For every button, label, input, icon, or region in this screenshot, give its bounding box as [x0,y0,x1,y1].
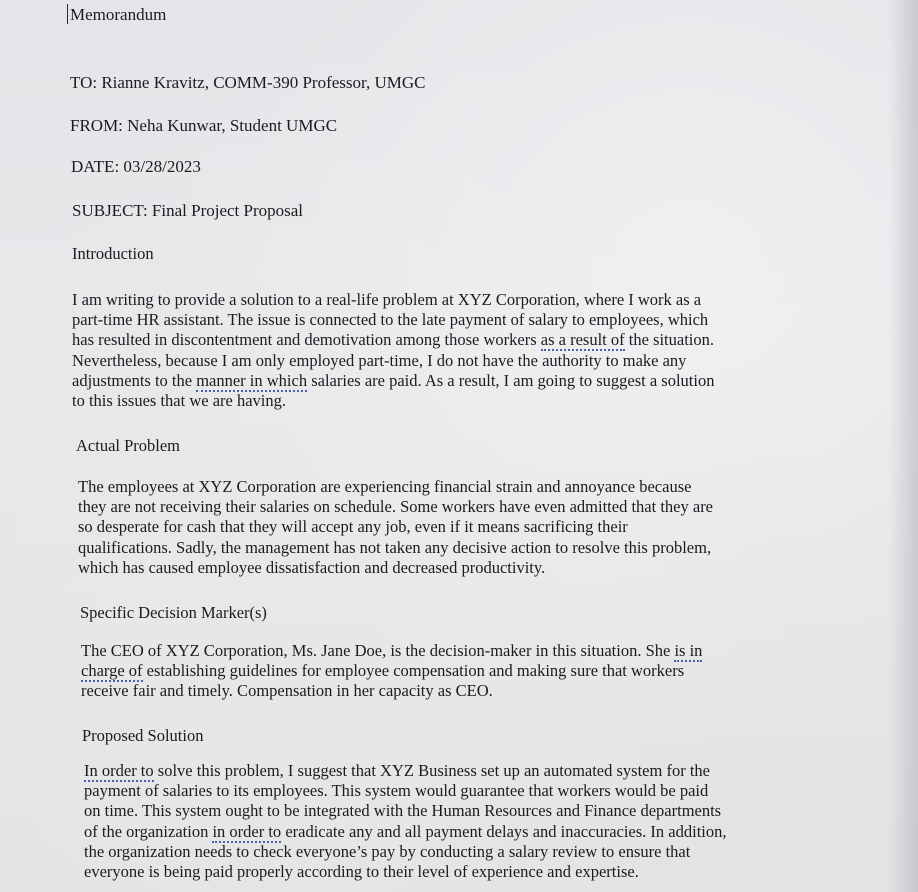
solution-line-1: In order to solve this problem, I suggest that XYZ Business set up an automated system for the [84,761,710,780]
intro-line-6: to this issues that we are having. [72,391,287,411]
grammar-suggestion[interactable]: in order to [212,821,282,841]
actual-problem-heading: Actual Problem [76,436,181,455]
decision-line-1: The CEO of XYZ Corporation, Ms. Jane Doe, is the decision-maker in this situation. She is in [81,641,703,660]
problem-line-2: they are not receiving their salaries on schedule. Some workers have even admitted that they are [78,497,714,517]
decision-maker-heading: Specific Decision Marker(s) [80,603,267,622]
proposed-solution-heading: Proposed Solution [82,726,204,745]
grammar-suggestion[interactable]: is in [674,641,703,660]
memo-title: Memorandum [70,5,167,24]
solution-line-6: everyone is being paid properly according to their level of experience and expertise. [84,862,639,882]
solution-line-3: on time. This system ought to be integrated with the Human Resources and Finance departments [84,801,722,821]
memo-date: DATE: 03/28/2023 [71,157,201,176]
problem-line-3: so desperate for cash that they will accept any job, even if it means sacrificing their [78,517,628,537]
text-cursor [67,4,68,24]
problem-line-5: which has caused employee dissatisfaction and decreased productivity. [78,557,546,577]
grammar-suggestion[interactable]: manner in which [196,370,308,390]
solution-line-5: the organization needs to check everyone’s pay by conducting a salary review to ensure that [84,841,691,861]
intro-line-4: Nevertheless, because I am only employed part-time, I do not have the authority to make any [72,350,687,370]
introduction-paragraph [72,290,714,411]
problem-line-4: qualifications. Sadly, the management has not taken any decisive action to resolve this problem, [78,537,712,557]
memo-subject: SUBJECT: Final Project Proposal [72,201,304,220]
introduction-heading: Introduction [72,244,154,263]
grammar-suggestion[interactable]: charge of [81,661,143,681]
decision-line-2: charge of establishing guidelines for employee compensation and making sure that workers [81,661,685,681]
intro-line-3: has resulted in discontentment and demotivation among those workers as a result of the situation. [72,330,715,350]
grammar-suggestion[interactable]: as a result of [540,330,625,350]
problem-line-1: The employees at XYZ Corporation are experiencing financial strain and annoyance because [78,477,692,496]
memo-to: TO: Rianne Kravitz, COMM-390 Professor, UMGC [70,73,426,92]
page-edge-shadow [888,0,918,892]
intro-line-2: part-time HR assistant. The issue is connected to the late payment of salary to employees, which [72,310,709,330]
proposed-solution-paragraph [84,761,727,882]
decision-line-3: receive fair and timely. Compensation in her capacity as CEO. [81,681,493,701]
memo-from: FROM: Neha Kunwar, Student UMGC [70,116,338,135]
solution-line-2: payment of salaries to its employees. This system would guarantee that workers would be paid [84,781,709,801]
grammar-suggestion[interactable]: In order to [84,761,154,780]
actual-problem-paragraph [78,477,713,578]
decision-maker-paragraph [81,641,702,702]
intro-line-5: adjustments to the manner in which salaries are paid. As a result, I am going to suggest a solution [72,370,715,390]
intro-line-1: I am writing to provide a solution to a real-life problem at XYZ Corporation, where I work as a [72,290,702,309]
solution-line-4: of the organization in order to eradicate any and all payment delays and inaccuracies. In addition, [84,821,727,841]
